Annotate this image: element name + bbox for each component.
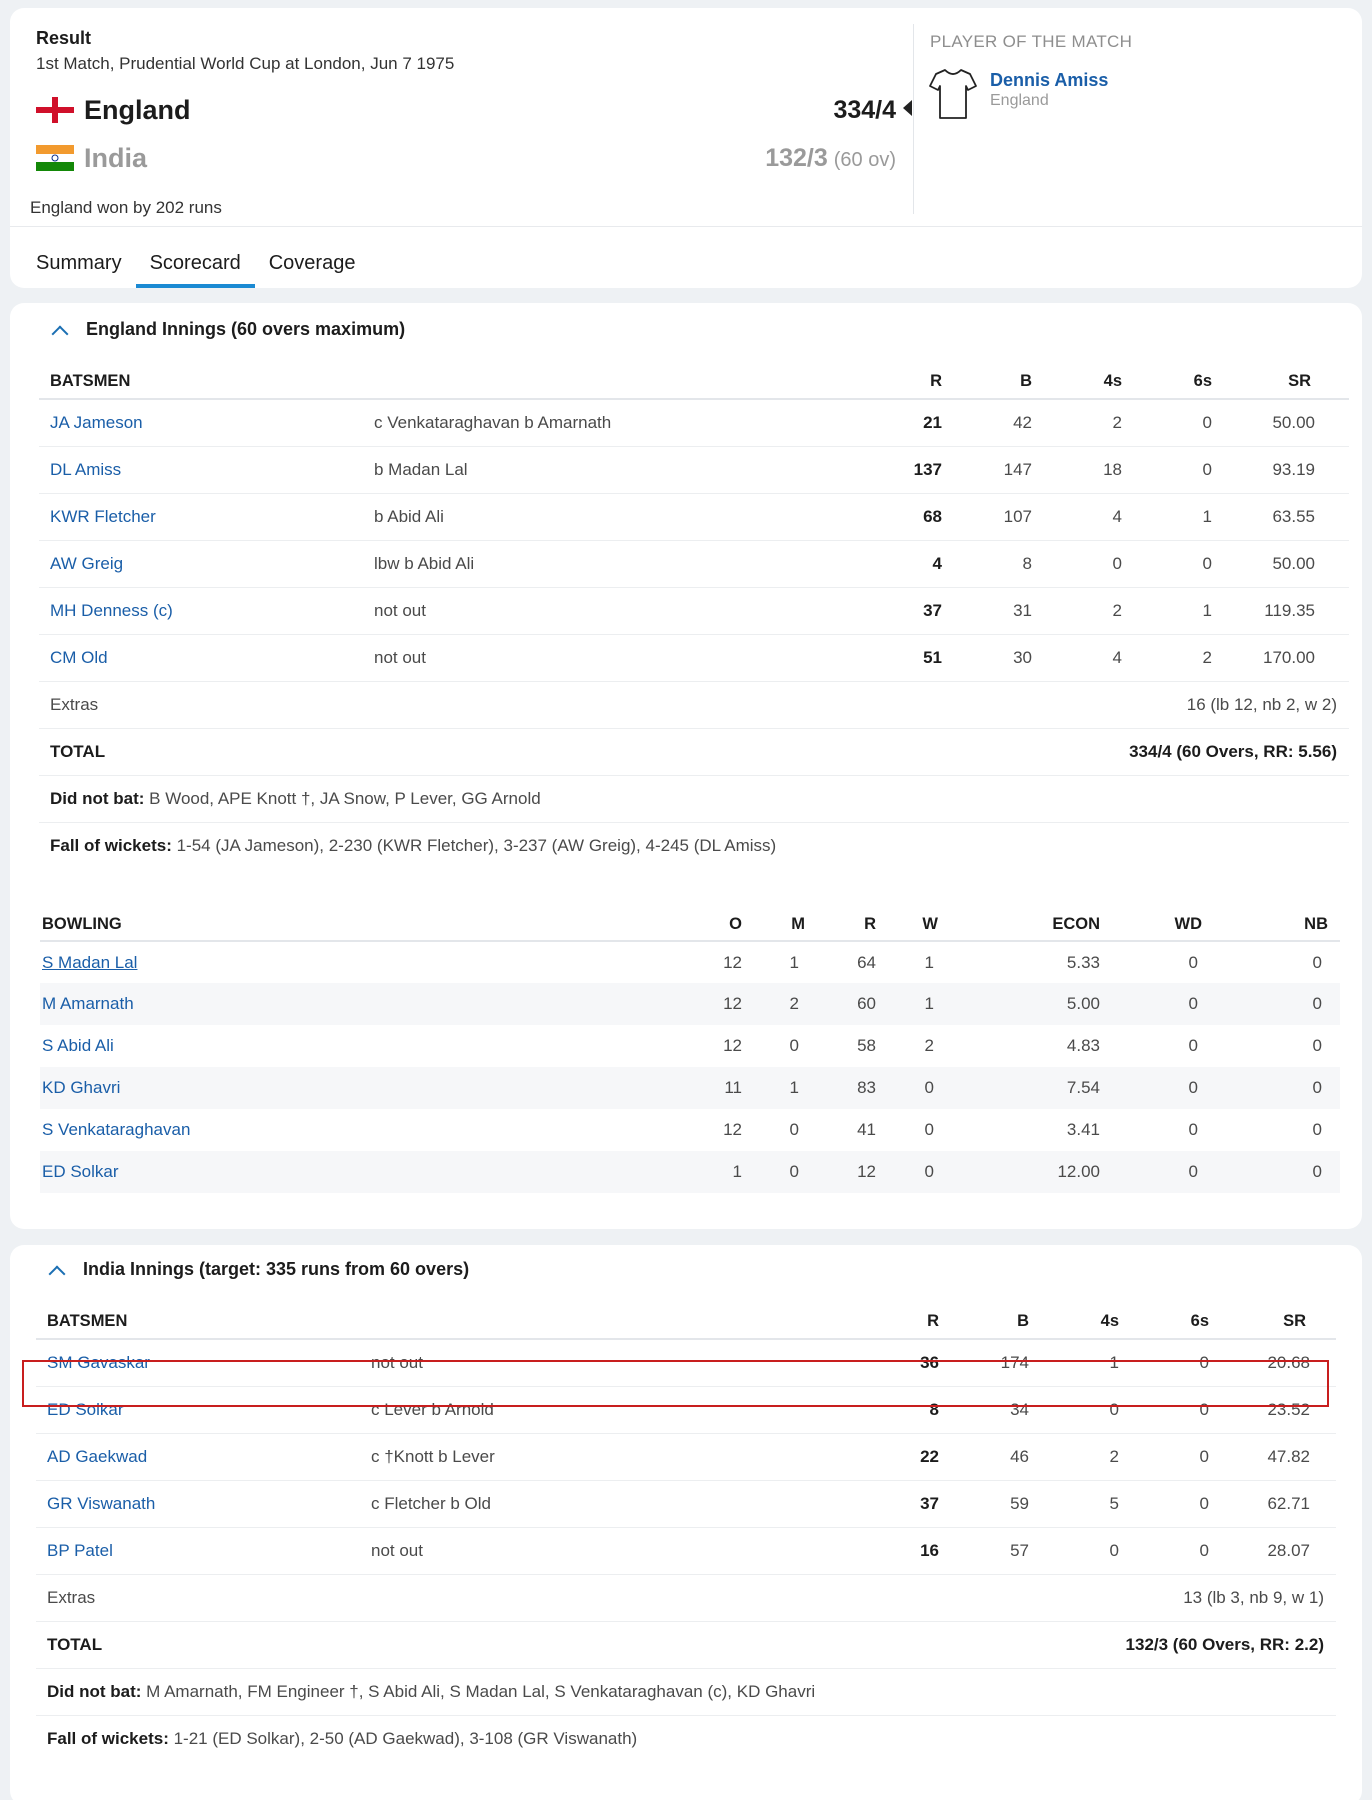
match-info: 1st Match, Prudential World Cup at London, Jun 7 1975 [36, 54, 455, 73]
innings-title: England Innings (60 overs maximum) [86, 319, 406, 339]
table-row [39, 634, 1349, 681]
did-not-bat [39, 775, 1349, 822]
sixes: 0 [1131, 1386, 1221, 1433]
fours: 4 [1044, 634, 1134, 681]
bowling-table [40, 893, 1340, 1193]
divider [913, 24, 914, 214]
runs: 36 [791, 1339, 951, 1386]
no-balls: 0 [1220, 983, 1340, 1025]
fall-of-wickets-row [36, 1715, 1336, 1762]
extras-value: 13 (lb 3, nb 9, w 1) [371, 1574, 1336, 1621]
col-header: 6s [1134, 347, 1224, 399]
team-score [765, 144, 896, 173]
fow-label: Fall of wickets: [47, 1728, 169, 1748]
did-not-bat [36, 1668, 1336, 1715]
col-header: NB [1220, 893, 1340, 941]
tab-bar [10, 226, 369, 288]
no-balls: 0 [1220, 1151, 1340, 1193]
sixes: 1 [1134, 493, 1224, 540]
innings-card-india [10, 1245, 1362, 1800]
table-header-row [40, 893, 1340, 941]
innings-title: India Innings (target: 335 runs from 60 overs) [83, 1259, 470, 1279]
batsman-link[interactable]: BP Patel [36, 1527, 371, 1574]
fours: 2 [1044, 399, 1134, 446]
did-not-bat-label: Did not bat: [50, 788, 145, 808]
strike-rate: 50.00 [1224, 399, 1349, 446]
maidens: 0 [789, 1036, 799, 1055]
tab-summary[interactable]: Summary [36, 252, 122, 274]
col-header [371, 1287, 791, 1339]
dismissal: not out [371, 1527, 791, 1574]
tab-scorecard[interactable]: Scorecard [136, 226, 255, 288]
team-name: India [84, 142, 148, 173]
no-balls: 0 [1312, 952, 1322, 972]
overs: 12 [723, 1120, 742, 1139]
match-header-card [10, 8, 1362, 288]
col-header: B [954, 347, 1044, 399]
wides: 0 [1188, 1036, 1198, 1055]
col-header: B [951, 1287, 1041, 1339]
extras-value: 16 (lb 12, nb 2, w 2) [374, 681, 1349, 728]
extras-row [36, 1574, 1336, 1621]
table-row [36, 1433, 1336, 1480]
sixes: 0 [1131, 1480, 1221, 1527]
dismissal: c Venkataraghavan b Amarnath [374, 399, 794, 446]
sixes: 0 [1134, 399, 1224, 446]
balls: 147 [954, 446, 1044, 493]
fours: 0 [1041, 1527, 1131, 1574]
table-row [39, 493, 1349, 540]
dismissal: b Madan Lal [374, 446, 794, 493]
dismissal: b Abid Ali [374, 493, 794, 540]
maidens: 2 [750, 983, 815, 1025]
balls: 59 [951, 1480, 1041, 1527]
strike-rate: 63.55 [1224, 493, 1349, 540]
tab-coverage[interactable]: Coverage [268, 252, 356, 274]
total-row [39, 728, 1349, 775]
sixes: 0 [1131, 1433, 1221, 1480]
strike-rate: 62.71 [1221, 1480, 1336, 1527]
total-label: TOTAL [39, 728, 374, 775]
wides: 0 [1110, 983, 1220, 1025]
table-row [36, 1480, 1336, 1527]
sixes: 1 [1134, 587, 1224, 634]
fow-list: 1-21 (ED Solkar), 2-50 (AD Gaekwad), 3-108 (GR Viswanath) [168, 1728, 638, 1748]
strike-rate: 28.07 [1221, 1527, 1336, 1574]
balls: 174 [951, 1339, 1041, 1386]
balls: 8 [954, 540, 1044, 587]
bowler-link[interactable]: S Madan Lal [42, 952, 138, 972]
england-flag-icon [36, 97, 74, 123]
no-balls: 0 [1220, 1067, 1340, 1109]
runs: 21 [794, 399, 954, 446]
col-header: ECON [960, 893, 1110, 941]
table-row [40, 1025, 1340, 1067]
table-row [40, 983, 1340, 1025]
fall-of-wickets-row [39, 822, 1349, 869]
bowler-link[interactable]: S Abid Ali [42, 1036, 114, 1055]
batsman-link[interactable]: CM Old [39, 634, 374, 681]
overs: 12 [723, 952, 742, 972]
col-header: M [750, 893, 815, 941]
total-value: 132/3 (60 Overs, RR: 2.2) [371, 1621, 1336, 1668]
table-row [36, 1527, 1336, 1574]
col-header: WD [1110, 893, 1220, 941]
did-not-bat-list: B Wood, APE Knott †, JA Snow, P Lever, GG Arnold [144, 788, 541, 808]
table-row [40, 1109, 1340, 1151]
col-header: 4s [1041, 1287, 1131, 1339]
overs: 11 [660, 1067, 750, 1109]
runs-conceded: 60 [815, 983, 890, 1025]
batting-table [36, 1287, 1336, 1762]
no-balls: 0 [1312, 1120, 1322, 1139]
potm-team: England [990, 92, 1049, 109]
fow-list: 1-54 (JA Jameson), 2-230 (KWR Fletcher), 3-237 (AW Greig), 4-245 (DL Amiss) [171, 835, 777, 855]
batsman-link[interactable]: DL Amiss [39, 446, 374, 493]
total-label: TOTAL [36, 1621, 371, 1668]
col-header: R [794, 347, 954, 399]
potm-player-link[interactable]: Dennis Amiss [990, 70, 1109, 90]
wickets: 2 [924, 1036, 934, 1055]
overs: 12 [660, 983, 750, 1025]
balls: 31 [954, 587, 1044, 634]
fours: 18 [1044, 446, 1134, 493]
extras-label: Extras [39, 681, 374, 728]
economy: 5.00 [960, 983, 1110, 1025]
wickets: 0 [924, 1120, 934, 1139]
result-text: England won by 202 runs [30, 198, 222, 217]
fours: 1 [1041, 1339, 1131, 1386]
overs: 1 [660, 1151, 750, 1193]
wides: 0 [1110, 1151, 1220, 1193]
runs: 16 [791, 1527, 951, 1574]
strike-rate: 119.35 [1224, 587, 1349, 634]
runs-conceded: 12 [815, 1151, 890, 1193]
overs: 12 [723, 1036, 742, 1055]
chevron-up-icon [47, 1261, 65, 1279]
maidens: 1 [789, 952, 799, 972]
wickets: 0 [890, 1067, 960, 1109]
bowler-link[interactable]: S Venkataraghavan [42, 1120, 191, 1139]
fours: 4 [1044, 493, 1134, 540]
wickets: 1 [924, 952, 934, 972]
strike-rate: 50.00 [1224, 540, 1349, 587]
maidens: 0 [750, 1151, 815, 1193]
fours: 0 [1041, 1386, 1131, 1433]
col-header: SR [1224, 347, 1349, 399]
table-row [39, 399, 1349, 446]
strike-rate: 23.52 [1221, 1386, 1336, 1433]
table-row [36, 1386, 1336, 1433]
balls: 107 [954, 493, 1044, 540]
balls: 30 [954, 634, 1044, 681]
batsman-link[interactable]: AW Greig [39, 540, 374, 587]
col-header: BOWLING [40, 893, 660, 941]
runs-conceded: 41 [857, 1120, 876, 1139]
batsman-link[interactable]: AD Gaekwad [36, 1433, 371, 1480]
balls: 57 [951, 1527, 1041, 1574]
extras-label: Extras [36, 1574, 371, 1621]
strike-rate: 47.82 [1221, 1433, 1336, 1480]
runs: 37 [791, 1480, 951, 1527]
innings-card-england [10, 303, 1362, 1229]
bowler-link[interactable]: M Amarnath [40, 983, 660, 1025]
balls: 42 [954, 399, 1044, 446]
maidens: 1 [750, 1067, 815, 1109]
runs: 37 [794, 587, 954, 634]
dismissal: c Fletcher b Old [371, 1480, 791, 1527]
runs-conceded: 83 [815, 1067, 890, 1109]
fours: 0 [1044, 540, 1134, 587]
team-overs: (60 ov) [833, 148, 896, 171]
shirt-icon [928, 66, 978, 122]
batsman-link[interactable]: KWR Fletcher [39, 493, 374, 540]
sixes: 0 [1131, 1527, 1221, 1574]
economy: 5.33 [1066, 952, 1100, 972]
col-header: 4s [1044, 347, 1134, 399]
col-header [374, 347, 794, 399]
table-row [39, 587, 1349, 634]
dismissal: not out [374, 587, 794, 634]
fow-label: Fall of wickets: [50, 835, 172, 855]
economy: 7.54 [960, 1067, 1110, 1109]
fours: 5 [1041, 1480, 1131, 1527]
did-not-bat-label: Did not bat: [47, 1681, 142, 1701]
result-label: Result [36, 28, 92, 48]
innings-toggle[interactable] [47, 1259, 469, 1280]
total-row [36, 1621, 1336, 1668]
col-header: BATSMEN [36, 1287, 371, 1339]
strike-rate: 170.00 [1224, 634, 1349, 681]
no-balls: 0 [1312, 1036, 1322, 1055]
fall-of-wickets [36, 1715, 1336, 1762]
col-header: 6s [1131, 1287, 1221, 1339]
dismissal: not out [374, 634, 794, 681]
economy: 12.00 [960, 1151, 1110, 1193]
wides: 0 [1188, 1120, 1198, 1139]
bowler-link[interactable]: KD Ghavri [40, 1067, 660, 1109]
dismissal: c Lever b Arnold [371, 1386, 791, 1433]
fours: 2 [1044, 587, 1134, 634]
fall-of-wickets [39, 822, 1349, 869]
runs-conceded: 58 [857, 1036, 876, 1055]
batsman-link[interactable]: JA Jameson [39, 399, 374, 446]
sixes: 2 [1134, 634, 1224, 681]
batsman-link[interactable]: GR Viswanath [36, 1480, 371, 1527]
table-row [39, 540, 1349, 587]
runs: 51 [794, 634, 954, 681]
team-name: England [84, 94, 191, 125]
did-not-bat-row [39, 775, 1349, 822]
wides: 0 [1188, 952, 1198, 972]
maidens: 0 [789, 1120, 799, 1139]
batsman-link[interactable]: MH Denness (c) [39, 587, 374, 634]
table-header-row [39, 347, 1349, 399]
innings-toggle[interactable] [50, 319, 405, 340]
balls: 34 [951, 1386, 1041, 1433]
table-row [40, 1151, 1340, 1193]
runs: 22 [791, 1433, 951, 1480]
sixes: 0 [1134, 540, 1224, 587]
col-header: BATSMEN [39, 347, 374, 399]
sixes: 0 [1131, 1339, 1221, 1386]
col-header: W [890, 893, 960, 941]
potm-label: PLAYER OF THE MATCH [930, 32, 1133, 51]
bowler-link[interactable]: ED Solkar [40, 1151, 660, 1193]
india-flag-icon [36, 145, 74, 171]
runs-conceded: 64 [857, 952, 876, 972]
team-row-england[interactable] [36, 90, 896, 130]
team-row-india[interactable] [36, 138, 896, 178]
balls: 46 [951, 1433, 1041, 1480]
table-row [40, 941, 1340, 983]
economy: 3.41 [1066, 1120, 1100, 1139]
strike-rate: 20.68 [1221, 1339, 1336, 1386]
total-value: 334/4 (60 Overs, RR: 5.56) [374, 728, 1349, 775]
col-header: R [791, 1287, 951, 1339]
dismissal: lbw b Abid Ali [374, 540, 794, 587]
table-row [36, 1339, 1336, 1386]
batsman-link[interactable]: SM Gavaskar [36, 1339, 371, 1386]
winner-indicator-icon [903, 100, 912, 116]
runs: 137 [794, 446, 954, 493]
team-score-value: 132/3 [765, 143, 828, 172]
table-row [40, 1067, 1340, 1109]
fours: 2 [1041, 1433, 1131, 1480]
runs: 68 [794, 493, 954, 540]
dismissal: c †Knott b Lever [371, 1433, 791, 1480]
runs: 4 [794, 540, 954, 587]
batsman-link[interactable]: ED Solkar [36, 1386, 371, 1433]
economy: 4.83 [1066, 1036, 1100, 1055]
batting-table [39, 347, 1349, 869]
wickets: 1 [890, 983, 960, 1025]
col-header: R [815, 893, 890, 941]
col-header: O [660, 893, 750, 941]
dismissal: not out [371, 1339, 791, 1386]
did-not-bat-list: M Amarnath, FM Engineer †, S Abid Ali, S Madan Lal, S Venkataraghavan (c), KD Ghavri [141, 1681, 816, 1701]
team-score: 334/4 [833, 95, 896, 124]
sixes: 0 [1134, 446, 1224, 493]
chevron-up-icon [50, 321, 68, 339]
strike-rate: 93.19 [1224, 446, 1349, 493]
runs: 8 [791, 1386, 951, 1433]
extras-row [39, 681, 1349, 728]
table-header-row [36, 1287, 1336, 1339]
wickets: 0 [890, 1151, 960, 1193]
did-not-bat-row [36, 1668, 1336, 1715]
wides: 0 [1110, 1067, 1220, 1109]
table-row [39, 446, 1349, 493]
col-header: SR [1221, 1287, 1336, 1339]
